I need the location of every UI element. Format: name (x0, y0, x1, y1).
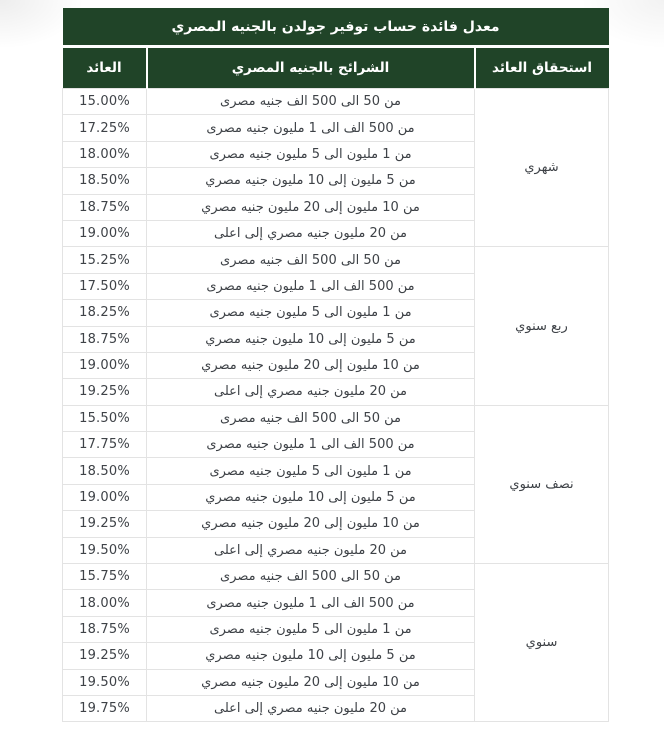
yield-cell: 15.50% (63, 405, 147, 431)
maturity-group-cell: شهري (475, 89, 609, 247)
column-header-yield: العائد (63, 47, 147, 89)
tranche-cell: من 10 مليون إلى 20 مليون جنيه مصري (147, 194, 475, 220)
yield-cell: 15.75% (63, 564, 147, 590)
tranche-cell: من 20 مليون جنيه مصري إلى اعلى (147, 220, 475, 246)
yield-cell: 18.50% (63, 168, 147, 194)
tranche-cell: من 50 الى 500 الف جنيه مصرى (147, 405, 475, 431)
column-header-maturity: استحقاق العائد (475, 47, 609, 89)
yield-cell: 18.50% (63, 458, 147, 484)
tranche-cell: من 500 الف الى 1 مليون جنيه مصرى (147, 273, 475, 299)
tranche-cell: من 20 مليون جنيه مصري إلى اعلى (147, 537, 475, 563)
tranche-cell: من 1 مليون الى 5 مليون جنيه مصرى (147, 300, 475, 326)
yield-cell: 18.75% (63, 616, 147, 642)
yield-cell: 19.50% (63, 669, 147, 695)
tranche-cell: من 5 مليون إلى 10 مليون جنيه مصري (147, 168, 475, 194)
tranche-cell: من 10 مليون إلى 20 مليون جنيه مصري (147, 511, 475, 537)
yield-cell: 19.00% (63, 352, 147, 378)
tranche-cell: من 500 الف الى 1 مليون جنيه مصرى (147, 590, 475, 616)
tranche-cell: من 20 مليون جنيه مصري إلى اعلى (147, 379, 475, 405)
column-header-row (63, 47, 609, 89)
tranche-cell: من 10 مليون إلى 20 مليون جنيه مصري (147, 352, 475, 378)
tranche-cell: من 50 الى 500 الف جنيه مصرى (147, 564, 475, 590)
tranche-cell: من 10 مليون إلى 20 مليون جنيه مصري (147, 669, 475, 695)
tranche-cell: من 50 الى 500 الف جنيه مصرى (147, 247, 475, 273)
gold-savings-rates-table (62, 8, 609, 722)
rate-row (63, 564, 609, 590)
yield-cell: 18.75% (63, 194, 147, 220)
yield-cell: 19.50% (63, 537, 147, 563)
rate-row (63, 247, 609, 273)
tranche-cell: من 50 الى 500 الف جنيه مصرى (147, 89, 475, 115)
tranche-cell: من 500 الف الى 1 مليون جنيه مصرى (147, 432, 475, 458)
title-row (63, 8, 609, 47)
yield-cell: 19.75% (63, 695, 147, 721)
tranche-cell: من 1 مليون الى 5 مليون جنيه مصرى (147, 458, 475, 484)
yield-cell: 19.25% (63, 643, 147, 669)
yield-cell: 19.00% (63, 220, 147, 246)
yield-cell: 19.00% (63, 484, 147, 510)
column-header-tranches: الشرائح بالجنيه المصري (147, 47, 475, 89)
yield-cell: 18.00% (63, 141, 147, 167)
yield-cell: 17.50% (63, 273, 147, 299)
tranche-cell: من 1 مليون الى 5 مليون جنيه مصرى (147, 616, 475, 642)
tranche-cell: من 20 مليون جنيه مصري إلى اعلى (147, 695, 475, 721)
maturity-group-cell: ربع سنوي (475, 247, 609, 405)
yield-cell: 15.25% (63, 247, 147, 273)
table-title: معدل فائدة حساب توفير جولدن بالجنيه المصري (63, 8, 609, 47)
maturity-group-cell: سنوي (475, 564, 609, 722)
yield-cell: 19.25% (63, 511, 147, 537)
tranche-cell: من 5 مليون إلى 10 مليون جنيه مصري (147, 326, 475, 352)
yield-cell: 17.25% (63, 115, 147, 141)
rate-row (63, 89, 609, 115)
yield-cell: 15.00% (63, 89, 147, 115)
yield-cell: 18.00% (63, 590, 147, 616)
maturity-group-cell: نصف سنوي (475, 405, 609, 563)
tranche-cell: من 1 مليون الى 5 مليون جنيه مصرى (147, 141, 475, 167)
tranche-cell: من 500 الف الى 1 مليون جنيه مصرى (147, 115, 475, 141)
tranche-cell: من 5 مليون إلى 10 مليون جنيه مصري (147, 484, 475, 510)
yield-cell: 19.25% (63, 379, 147, 405)
rates-table-container (62, 8, 609, 722)
tranche-cell: من 5 مليون إلى 10 مليون جنيه مصري (147, 643, 475, 669)
rate-row (63, 405, 609, 431)
yield-cell: 18.25% (63, 300, 147, 326)
rates-table-body (63, 89, 609, 722)
yield-cell: 17.75% (63, 432, 147, 458)
yield-cell: 18.75% (63, 326, 147, 352)
